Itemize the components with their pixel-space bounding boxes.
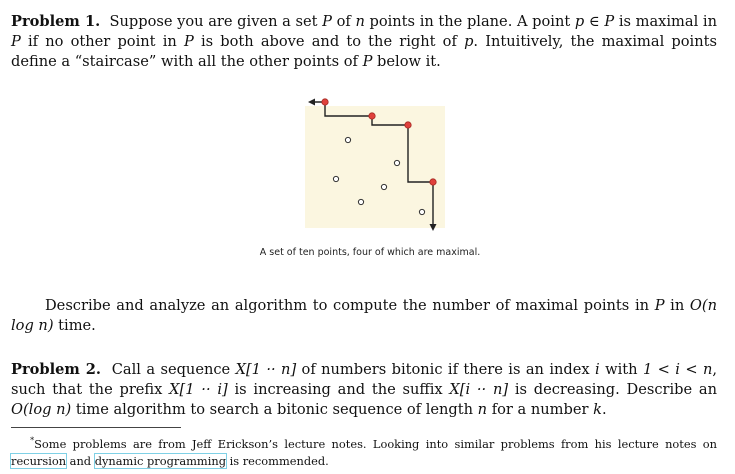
text: is both above and to the right of (193, 33, 465, 50)
var: n (477, 401, 488, 418)
var: P (11, 33, 21, 50)
text: is maximal in (614, 13, 717, 30)
maximal-point (405, 122, 411, 128)
dynamic-programming-link[interactable]: dynamic programming (94, 453, 226, 468)
text: if no other point in (20, 33, 184, 50)
text: time algorithm to search a bitonic sequence of length (71, 401, 478, 418)
problem-1-heading: Problem 1. (11, 13, 101, 30)
var: P (362, 53, 373, 70)
math: O(log n) (11, 401, 72, 418)
footnote-marker: * (30, 436, 35, 445)
text: ∈ (584, 13, 605, 30)
var: p (464, 33, 474, 50)
var: P (183, 33, 194, 50)
text: time. (53, 317, 96, 334)
text: Suppose you are given a set (109, 13, 323, 30)
other-point (333, 176, 338, 181)
text: is decreasing. Describe an (508, 381, 717, 398)
text: of (331, 13, 356, 30)
problem-1-statement (11, 12, 717, 72)
problem-1-task (11, 296, 717, 336)
staircase-figure (305, 96, 455, 236)
text: for a number (487, 401, 594, 418)
text: is increasing and the suffix (227, 381, 450, 398)
footnote-rule (11, 427, 181, 428)
math: X[i ·· n] (449, 381, 509, 398)
text: and (66, 453, 95, 468)
left-arrow-icon (308, 99, 315, 106)
problem-2-heading: Problem 2. (11, 361, 101, 378)
var: P (604, 13, 615, 30)
var: i (595, 361, 600, 378)
math: 1 < i < n (642, 361, 713, 378)
complexity: O(n log n) (11, 297, 717, 334)
other-point (381, 184, 386, 189)
other-point (358, 199, 363, 204)
text: Some problems are from Jeff Erickson’s lecture notes. Looking into similar problems from his lecture notes on (34, 436, 717, 451)
text: . (601, 401, 607, 418)
var: p (574, 13, 585, 30)
other-point (419, 209, 424, 214)
text: . Intuitively, the maximal points define a “staircase” with all the other points of (11, 33, 717, 70)
text: below it. (372, 53, 441, 70)
recursion-link[interactable]: recursion (11, 453, 67, 468)
text: with (599, 361, 643, 378)
figure-caption: A set of ten points, four of which are maximal. (259, 247, 481, 258)
problem-2-statement (11, 360, 717, 420)
var: P (654, 297, 665, 314)
text: points in the plane. A point (364, 13, 575, 30)
other-point (345, 137, 350, 142)
other-point (394, 160, 399, 165)
var: n (355, 13, 365, 30)
text: is recommended. (226, 453, 329, 468)
maximal-point (369, 113, 375, 119)
footnote (11, 432, 717, 470)
var: P (322, 13, 332, 30)
var: k (593, 401, 602, 418)
maximal-point (322, 99, 328, 105)
math: X[1 ·· i] (169, 381, 228, 398)
text: , such that the prefix (11, 361, 717, 398)
math: X[1 ·· n] (235, 361, 297, 378)
text: in (664, 297, 690, 314)
text: of numbers bitonic if there is an index (296, 361, 596, 378)
maximal-point (430, 179, 436, 185)
text: Describe and analyze an algorithm to compute the number of maximal points in (44, 297, 655, 314)
text: Call a sequence (111, 361, 236, 378)
